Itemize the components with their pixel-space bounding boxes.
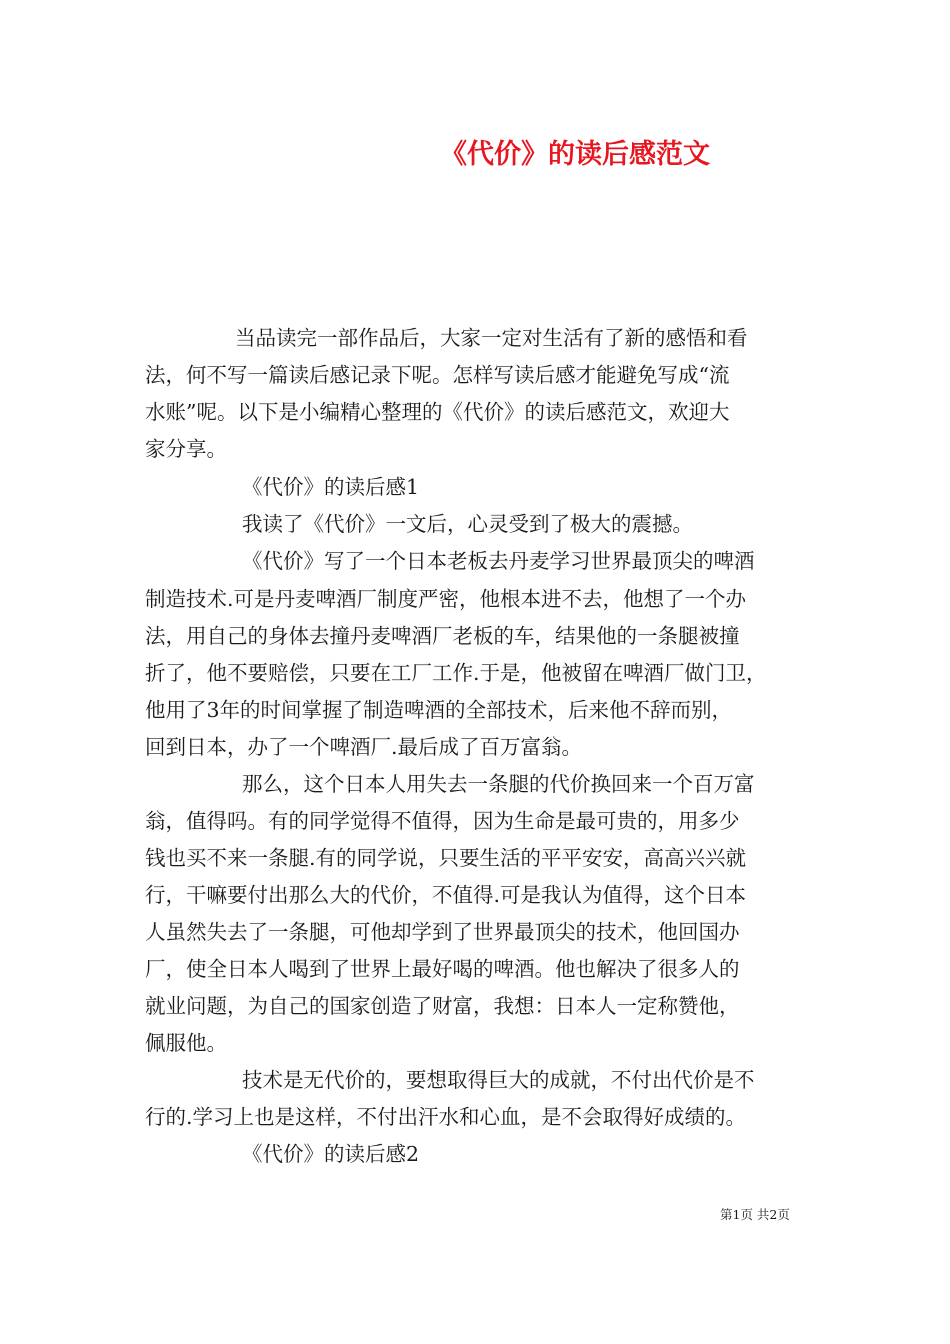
document-title: 《代价》的读后感范文 bbox=[440, 139, 710, 170]
body-line: 水账”呢。以下是小编精心整理的《代价》的读后感范文，欢迎大 bbox=[145, 400, 730, 424]
body-line: 那么，这个日本人用失去一条腿的代价换回来一个百万富 bbox=[242, 772, 755, 796]
body-line: 制造技术.可是丹麦啤酒厂制度严密，他根本进不去，他想了一个办 bbox=[145, 587, 747, 611]
body-line: 当品读完一部作品后，大家一定对生活有了新的感悟和看 bbox=[235, 326, 748, 350]
body-line: 佩服他。 bbox=[145, 1031, 227, 1055]
body-line: 我读了《代价》一文后，心灵受到了极大的震撼。 bbox=[242, 512, 693, 536]
body-line: 行，干嘛要付出那么大的代价，不值得.可是我认为值得，这个日本 bbox=[145, 883, 747, 907]
body-line: 他用了3年的时间掌握了制造啤酒的全部技术，后来他不辞而别， bbox=[145, 698, 733, 722]
body-line: 技术是无代价的，要想取得巨大的成就，不付出代价是不 bbox=[242, 1068, 755, 1092]
body-line: 人虽然失去了一条腿，可他却学到了世界最顶尖的技术，他回国办 bbox=[145, 920, 740, 944]
body-line: 家分享。 bbox=[145, 437, 227, 461]
section-heading: 《代价》的读后感1 bbox=[242, 475, 420, 499]
body-line: 折了，他不要赔偿，只要在工厂工作.于是，他被留在啤酒厂做门卫， bbox=[145, 661, 767, 685]
body-line: 法，何不写一篇读后感记录下呢。怎样写读后感才能避免写成“流 bbox=[145, 363, 730, 387]
page-number: 第1页 共2页 bbox=[720, 1207, 790, 1222]
section-heading: 《代价》的读后感2 bbox=[242, 1142, 420, 1166]
body-line: 翁，值得吗。有的同学觉得不值得，因为生命是最可贵的，用多少 bbox=[145, 809, 740, 833]
body-line: 回到日本，办了一个啤酒厂.最后成了百万富翁。 bbox=[145, 735, 583, 759]
body-line: 《代价》写了一个日本老板去丹麦学习世界最顶尖的啤酒 bbox=[242, 549, 755, 573]
body-line: 钱也买不来一条腿.有的同学说，只要生活的平平安安，高高兴兴就 bbox=[145, 846, 747, 870]
body-line: 行的.学习上也是这样，不付出汗水和心血，是不会取得好成绩的。 bbox=[145, 1105, 747, 1129]
body-line: 就业问题，为自己的国家创造了财富，我想：日本人一定称赞他， bbox=[145, 994, 740, 1018]
body-line: 厂，使全日本人喝到了世界上最好喝的啤酒。他也解决了很多人的 bbox=[145, 957, 740, 981]
body-line: 法，用自己的身体去撞丹麦啤酒厂老板的车，结果他的一条腿被撞 bbox=[145, 624, 740, 648]
